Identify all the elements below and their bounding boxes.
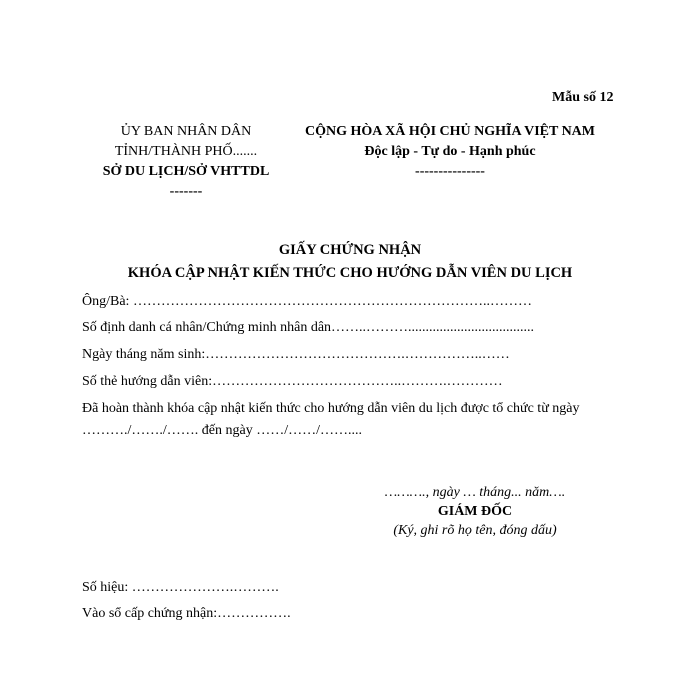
guide-card-number-field: Số thẻ hướng dẫn viên:…………………………………..……….………… <box>82 374 503 389</box>
id-number-field: Số định danh cá nhân/Chứng minh nhân dân……..……….................................... <box>82 320 535 335</box>
national-motto-header <box>280 122 620 182</box>
authority-line-3: SỞ DU LỊCH/SỞ VHTTDL <box>102 164 270 179</box>
title-line-2: KHÓA CẬP NHẬT KIẾN THỨC CHO HƯỚNG DẪN VIÊN DU LỊCH <box>127 265 573 281</box>
signature-block <box>360 483 590 540</box>
register-entry-field: Vào sổ cấp chứng nhận:……………. <box>82 606 291 621</box>
authority-divider: ------- <box>169 184 203 199</box>
motto-divider: --------------- <box>415 164 485 179</box>
issuing-authority-header <box>76 122 296 202</box>
place-date-line: ………., ngày … tháng... năm…. <box>384 485 566 500</box>
date-of-birth-field: Ngày tháng năm sinh:…………………………………….……………..…… <box>82 347 510 362</box>
signature-note: (Ký, ghi rõ họ tên, đóng dấu) <box>393 523 557 538</box>
authority-line-2: TỈNH/THÀNH PHỐ....... <box>114 144 258 159</box>
authority-line-1: ỦY BAN NHÂN DÂN <box>120 124 252 139</box>
motto: Độc lập - Tự do - Hạnh phúc <box>364 144 536 159</box>
name-field: Ông/Bà: …………………………………………………………………..……… <box>82 294 532 309</box>
completion-statement: Đã hoàn thành khóa cập nhật kiến thức cho hướng dẫn viên du lịch được tổ chức từ ngày <box>82 401 580 416</box>
serial-number-field: Số hiệu: ………………….………. <box>82 580 279 595</box>
form-number: Mẫu số 12 <box>552 90 614 105</box>
document-title <box>0 239 700 285</box>
course-dates-field: ………./……./……. đến ngày ……/……/…….... <box>82 423 362 438</box>
country-name: CỘNG HÒA XÃ HỘI CHỦ NGHĨA VIỆT NAM <box>304 124 595 139</box>
signer-position: GIÁM ĐỐC <box>437 504 513 519</box>
title-line-1: GIẤY CHỨNG NHẬN <box>278 242 422 258</box>
